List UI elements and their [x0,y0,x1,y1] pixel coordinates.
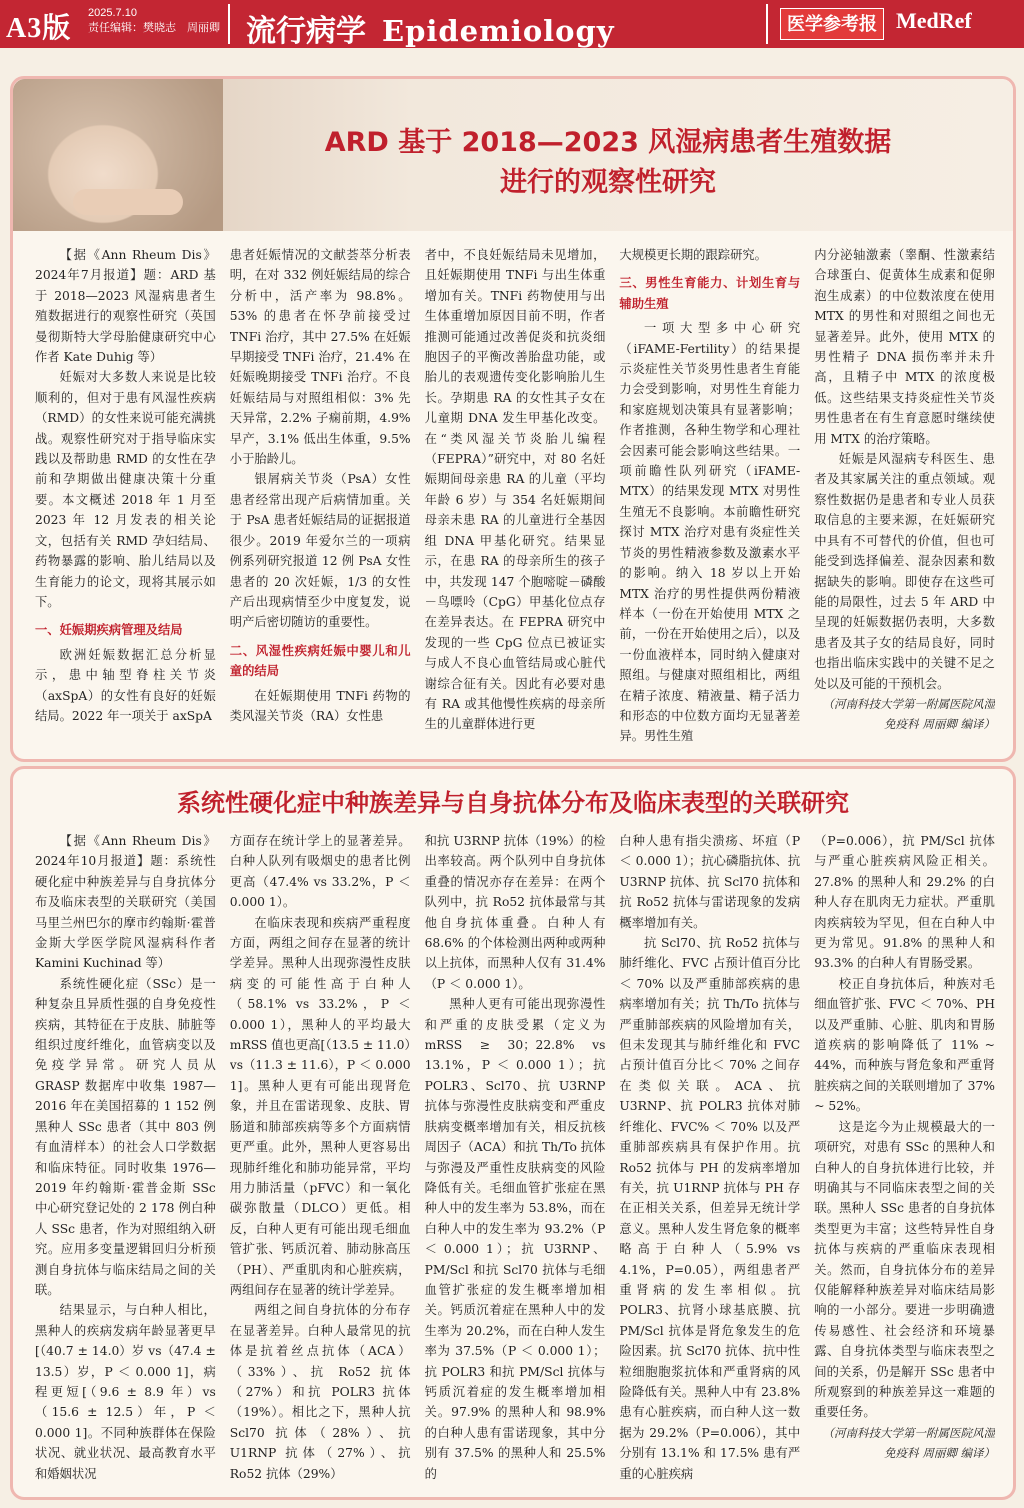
article-panel [10,766,1016,1500]
paragraph: 妊娠对大多数人来说是比较顺利的，但对于患有风湿性疾病（RMD）的女性来说可能充满挑战。观察性研究对于指导临床实践以及帮助患 RMD 的女性在孕前和孕期做出健康决策十分重要。本文概述 2018 年 1 月至 2023 年 12 月发表的相关论文，包括有关 RMD 孕妇结局、药物暴露的影响、胎儿结局以及生育能力的论文，现将其展示如下。 [35,370,216,609]
paragraph: （P=0.006），抗 PM/Scl 抗体与严重心脏疾病风险正相关。27.8% 的黑种人和 29.2% 的白种人存在肌肉无力症状。严重肌肉疾病较为罕见，但在白种人中更为常见。91.8% 的黑种人和 93.3% 的白种人有胃肠受累。 [814,834,995,971]
byline: （河南科技大学第一附属医院风湿免疫科 周丽卿 编译） [822,1425,995,1461]
paragraph: 这是迄今为止规模最大的一项研究，对患有 SSc 的黑种人和白种人的自身抗体进行比较，并明确其与不同临床表型之间的关联。黑种人 SSc 患者的自身抗体类型更为丰富；这些特异性自身抗体与疾病的严重临床表现相关。然而，自身抗体分布的差异仅能解释种族差异对临床结局影响的一小部分。要进一步明确遗传易感性、社会经济和环境暴露、自身抗体类型与临床表型之间的关系，仍是解开 SSc 患者中所观察到的种族差异这一难题的重要任务。 [814,1119,995,1420]
article-panel [10,76,1016,762]
text-column [35,831,216,1497]
paragraph: 黑种人更有可能出现弥漫性和严重的皮肤受累（定义为 mRSS ≥ 30；22.8% vs 13.1%，P ＜ 0.000 1）；抗 POLR3、Scl70、抗 U3RNP 抗体与弥漫性皮肤病变和严重皮肤病变概率增加有关，相反抗核周因子（ACA）和抗 Th/To 抗体与弥漫及严重性皮肤病变的风险降低有关。毛细血管扩张症在黑种人中的发生率为 53.8%，而在白种人中的发生率为 93.2%（P ＜ 0.000 1）；抗 U3RNP、PM/Scl 和抗 Scl70 抗体与毛细血管扩张症的发生概率增加相关。钙质沉着症在黑种人中的发生率为 20.2%，而在白种人发生率为 37.5%（P ＜ 0.000 1）；抗 POLR3 和抗 PM/Scl 抗体与钙质沉着症的发生概率增加相关。97.9% 的黑种人和 98.9% 的白种人患有雷诺现象，其中分别有 37.5% 的黑种人和 25.5% 的 [424,997,606,1481]
paragraph: 内分泌轴激素（睾酮、性激素结合球蛋白、促黄体生成素和促卵泡生成素）的中位数浓度在使用 MTX 的男性和对照组之间也无显著差异。此外，使用 MTX 的男性精子 DNA 损伤率并未升高，且精子中 MTX 的浓度极低。这些结果支持炎症性关节炎男性患者在有生育意愿时继续使用 MTX 的治疗策略。 [814,248,995,446]
article-title: ARD 基于 2018—2023 风湿病患者生殖数据 进行的观察性研究 [324,127,892,198]
article-body [35,831,995,1497]
text-column [230,245,411,751]
paragraph: 系统性硬化症（SSc）是一种复杂且异质性强的自身免疫性疾病，其特征在于皮肤、肺脏等组织过度纤维化，血管病变以及免疫学异常。研究人员从 GRASP 数据库中收集 1987—2016 年在美国招募的 1 152 例黑种人 SSc 患者（其中 803 例有血清样本）的社会人口学数据和临床特征。同时收集 1976—2019 年约翰斯·霍普金斯 SSc 中心研究登记处的 2 178 例白种人 SSc 患者，作为对照组纳入研究。应用多变量逻辑回归分析预测自身抗体与临床结局之间的关联。 [35,976,216,1297]
paragraph: 白种人患有指尖溃疡、坏疽（P ＜ 0.000 1）；抗心磷脂抗体、抗 U3RNP 抗体、抗 Scl70 抗体和抗 Ro52 抗体与雷诺现象的发病概率增加有关。 [619,834,801,930]
paragraph: 和抗 U3RNP 抗体（19%）的检出率较高。两个队列中自身抗体重叠的情况亦存在差异：在两个队列中，抗 Ro52 抗体最常与其他自身抗体重叠。白种人有 68.6% 的个体检测出两种或两种以上抗体，而黑种人仅有 31.4%（P ＜ 0.000 1）。 [424,834,606,991]
paragraph: 在临床表现和疾病严重程度方面，两组之间存在显著的统计学差异。黑种人出现弥漫性皮肤病变的可能性高于白种人（58.1% vs 33.2%，P ＜ 0.000 1），黑种人的平均最大 mRSS 值也更高[（13.5 ± 11.0）vs（11.3 ± 11.6），P ＜ 0.000 1]。黑种人更有可能出现肾危象，并且在雷诺现象、皮肤、胃肠道和肺部疾病等多个方面病情更严重。此外，黑种人更容易出现肺纤维化和肺功能异常，平均用力肺活量（pFVC）和一氧化碳弥散量（DLCO）更低。相反，白种人更有可能出现毛细血管扩张、钙质沉着、肺动脉高压（PH）、严重肌肉和心脏疾病，两组间存在显著的统计学差异。 [229,915,411,1297]
subheading: 二、风湿性疾病妊娠中婴儿和儿童的结局 [229,643,411,679]
article-banner [13,79,1013,231]
paragraph: 妊娠是风湿病专科医生、患者及其家属关注的重点领域。观察性数据仍是患者和专业人员获取信息的主要来源，在妊娠研究中具有不可替代的价值，但也可能受到选择偏差、混杂因素和数据缺失的影响。即使存在这些可能的局限性，过去 5 年 ARD 中呈现的妊娠数据仍表明，大多数患者及其子女的结局良好，同时也指出临床实践中的关键不足之处以及可能的干预机会。 [814,452,995,691]
header-divider [228,4,230,44]
article-title: 系统性硬化症中种族差异与自身抗体分布及临床表型的关联研究 [177,789,849,817]
section-title-cn: 流行病学 [246,14,366,49]
text-column [619,831,800,1497]
page-number: A3版 [6,13,72,44]
paragraph: 抗 Scl70、抗 Ro52 抗体与肺纤维化、FVC 占预计值百分比 ＜ 70% 以及严重肺部疾病的患病率增加有关；抗 Th/To 抗体与严重肺部疾病的风险增加有关，但未发现其与肺纤维化和 FVC 占预计值百分比＜ 70% 之间存在类似关联。ACA、抗 U3RNP、抗 POLR3 抗体对肺纤维化、FVC% ＜ 70% 以及严重肺部疾病具有保护作用。抗 Ro52 抗体与 PH 的发病率增加有关，抗 U1RNP 抗体与 PH 存在正相关关系，但差异无统计学意义。黑种人发生肾危象的概率略高于白种人（5.9% vs 4.1%，P=0.05），两组患者严重肾病的发生率相似。抗 POLR3、抗肾小球基底膜、抗 PM/Scl 抗体是肾危象发生的危险因素。抗 Scl70 抗体、抗中性粒细胞胞浆抗体和严重肾病的风险降低有关。黑种人中有 23.8% 患有心脏疾病，而白种人这一数据为 29.2%（P=0.006），其中分别有 13.1% 和 17.5% 患有严重的心脏疾病 [619,936,801,1481]
text-column [619,245,800,751]
paragraph: 方面存在统计学上的显著差异。白种人队列有吸烟史的患者比例更高（47.4% vs 33.2%，P ＜ 0.000 1）。 [229,834,411,910]
header-divider [766,4,768,44]
paragraph: 一项大型多中心研究（iFAME-Fertility）的结果提示炎症性关节炎男性患者生育能力会受到影响，对男性生育能力和家庭规划决策具有显著影响；作者推测，各种生物学和心理社会因素可能会影响这些结果。一项前瞻性队列研究（iFAME-MTX）的结果发现 MTX 对男性生殖无不良影响。本前瞻性研究探讨 MTX 治疗对患有炎症性关节炎的男性精液参数及激素水平的影响。纳入 18 岁以上开始 MTX 治疗的男性提供两份精液样本（一份在开始使用 MTX 之前，一份在开始使用之后），以及一份血液样本，同时纳入健康对照组。与健康对照组相比，两组在精子浓度、精液量、精子活力和形态的中位数方面均无显著差异。男性生殖 [619,321,801,744]
issue-date: 2025.7.10 [88,7,137,19]
section-title-en: Epidemiology [382,14,615,48]
text-column [230,831,411,1497]
paragraph: 校正自身抗体后，种族对毛细血管扩张、FVC ＜ 70%、PH 以及严重肺、心脏、肌肉和胃肠道疾病的影响降低了 11% ~ 44%，而种族与肾危象和严重肾脏疾病之间的关联则增加了 37% ~ 52%。 [814,976,995,1114]
text-column [425,831,606,1497]
section-title [246,6,615,50]
header-meta [88,6,220,36]
paragraph: 者中，不良妊娠结局未见增加，且妊娠期使用 TNFi 与出生体重增加有关。TNFi 药物使用与出生体重增加原因目前不明，作者推测可能通过改善促炎和抗炎细胞因子的平衡改善胎盘功能，或胎儿的表观遗传变化影响胎儿生长。孕期患 RA 的女性其子女在儿童期 DNA 发生甲基化改变。在“类风湿关节炎胎儿编程（FEPRA）”研究中，对 80 名妊娠期间母亲患 RA 的儿童（平均年龄 6 岁）与 354 名妊娠期间母亲未患 RA 的儿童进行全基因组 DNA 甲基化研究。结果显示，在患 RA 的母亲所生的孩子中，共发现 147 个胞嘧啶－磷酸－鸟嘌呤（CpG）甲基化位点存在差异表达。在 FEPRA 研究中发现的一些 CpG 位点已被证实与成人不良心血管结局或心脏代谢综合征有关。因此有必要对患有 RA 或其他慢性疾病的母亲所生的儿童群体进行更 [424,248,606,732]
subheading: 三、男性生育能力、计划生育与辅助生殖 [619,276,801,311]
paragraph: 银屑病关节炎（PsA）女性患者经常出现产后病情加重。关于 PsA 患者妊娠结局的证据报道很少。2019 年爱尔兰的一项病例系列研究报道 12 例 PsA 女性患者的 20 次妊娠，1/3 的女性产后出现病情至少中度复发，说明产后密切随访的重要性。 [229,472,411,630]
editors: 责任编辑：樊晓志 周丽卿 [88,22,220,34]
subheading: 一、妊娠期疾病管理及结局 [35,623,183,638]
brand-badge: 医学参考报 [780,8,884,40]
paragraph: 【据《Ann Rheum Dis》2024年10月报道】题：系统性硬化症中种族差异与自身抗体分布及临床表型的关联研究（美国马里兰州巴尔的摩市约翰斯·霍普金斯大学医学院风湿病科作者 Kamini Kuchinad 等） [35,834,216,971]
text-column [35,245,216,751]
paragraph: 两组之间自身抗体的分布存在显著差异。白种人最常见的抗体是抗着丝点抗体（ACA）（33%）、抗 Ro52 抗体（27%）和抗 POLR3 抗体（19%）。相比之下，黑种人抗 Scl70 抗体（28%）、抗 U1RNP 抗体（27%）、抗 Ro52 抗体（29%） [229,1303,411,1481]
byline: （河南科技大学第一附属医院风湿免疫科 周丽卿 编译） [822,696,995,732]
article-body [35,245,995,751]
paragraph: 欧洲妊娠数据汇总分析显示，患中轴型脊柱关节炎（axSpA）的女性有良好的妊娠结局。2022 年一项关于 axSpA [35,647,216,723]
page-header [0,0,1024,48]
paragraph: 结果显示，与白种人相比，黑种人的疾病发病年龄显著更早[（40.7 ± 14.0）岁 vs（47.4 ± 13.5）岁，P ＜ 0.000 1]，病程更短[（9.6 ± 8.9 年）vs（15.6 ± 12.5）年，P ＜ 0.000 1]。不同种族群体在保险状况、就业状况、最高教育水平和婚姻状况 [35,1303,216,1481]
paragraph: 在妊娠期使用 TNFi 药物的类风湿关节炎（RA）女性患 [229,688,411,723]
text-column [814,245,995,751]
paragraph: 大规模更长期的跟踪研究。 [619,248,767,262]
pregnancy-photo [13,79,223,231]
brand-name-en: MedRef [896,8,972,33]
text-column [425,245,606,751]
paragraph: 【据《Ann Rheum Dis》2024年7月报道】题：ARD 基于 2018—2023 风湿病患者生殖数据进行的观察性研究（英国曼彻斯特大学母胎健康研究中心作者 Kate Duhig 等） [35,248,216,365]
paragraph: 患者妊娠情况的文献荟萃分析表明，在对 332 例妊娠结局的综合分析中，活产率为 98.8%。53% 的患者在怀孕前接受过 TNFi 治疗，其中 27.5% 在妊娠早期接受 TNFi 治疗，21.4% 在妊娠晚期接受 TNFi 治疗。不良妊娠结局与对照组相似：3% 先天异常，2.2% 子痫前期，4.9% 早产，3.1% 低出生体重，9.5% 小于胎龄儿。 [229,248,411,467]
text-column [814,831,995,1497]
